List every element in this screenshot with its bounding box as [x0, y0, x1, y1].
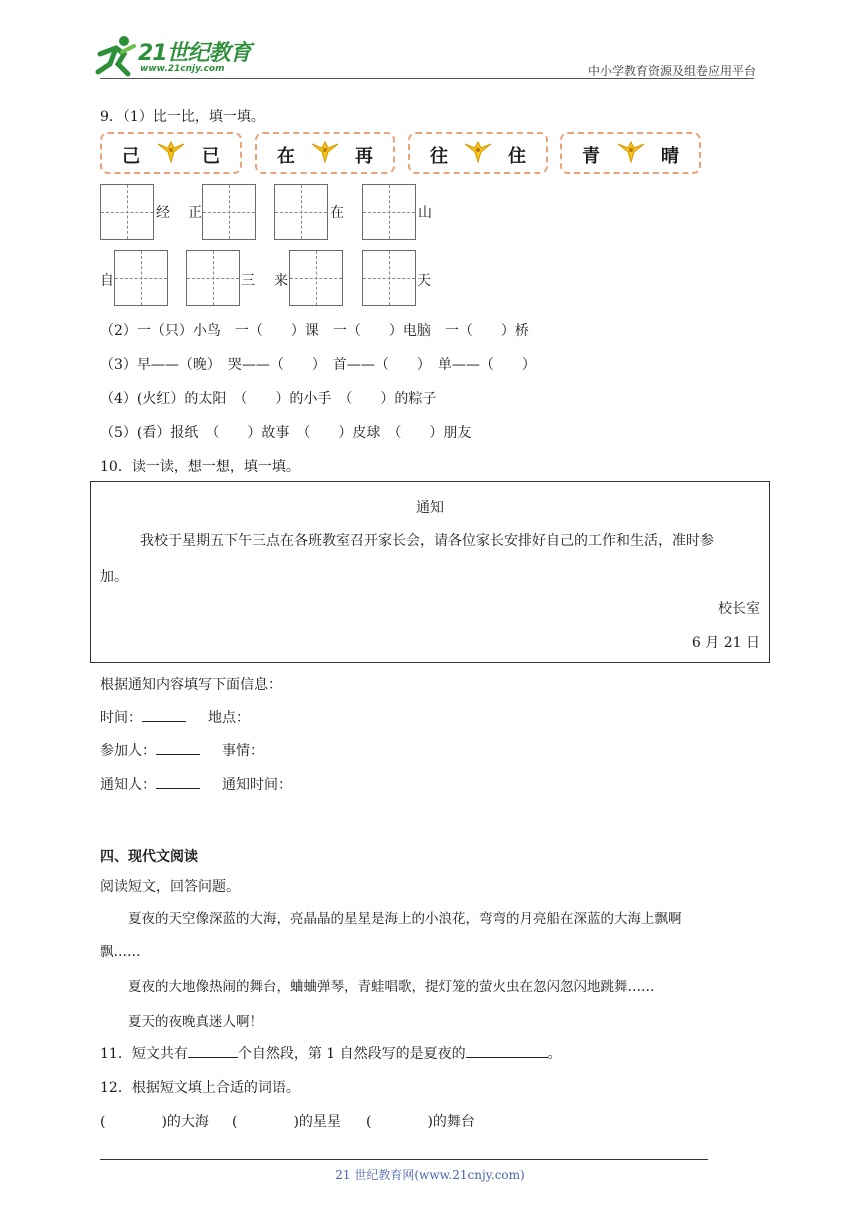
passage-para-2: 夏夜的大地像热闹的舞台，蛐蛐弹琴，青蛙唱歌，提灯笼的萤火虫在忽闪忽闪地跳舞……: [128, 979, 655, 995]
writing-grid[interactable]: [114, 250, 168, 306]
footer-divider: [100, 1159, 708, 1160]
grid-suffix-char: 三: [241, 273, 255, 289]
grid-prefix-char: 自: [100, 273, 114, 289]
q11-text-b: 个自然段，第 1 自然段写的是夏夜的: [237, 1046, 466, 1062]
notifier-field: [100, 774, 200, 794]
footer-link[interactable]: 21 世纪教育网(www.21cnjy.com): [335, 1168, 525, 1182]
attendee-blank[interactable]: [156, 754, 200, 755]
passage-para-1-end: 飘……: [100, 944, 141, 960]
bird-icon: [156, 138, 186, 166]
notice-title: 通知: [416, 500, 444, 516]
q12-item: ( )的舞台: [366, 1114, 475, 1130]
compare-char-left: 往: [430, 146, 448, 167]
grid-suffix-char: 在: [330, 205, 344, 221]
bird-icon: [463, 138, 493, 166]
grid-prefix-char: 来: [274, 273, 288, 289]
reading-instruction: 阅读短文，回答问题。: [100, 879, 240, 895]
q9-part3: （3）早——（晚） 哭——（ ） 首——（ ） 单——（ ）: [100, 357, 536, 373]
q9-part2: （2）一（只）小鸟 一（ ）课 一（ ）电脑 一（ ）桥: [100, 323, 529, 339]
compare-char-right: 再: [355, 146, 373, 167]
compare-box-2: [255, 132, 395, 174]
q11-blank-count[interactable]: [188, 1057, 238, 1058]
q11: [100, 1043, 562, 1063]
q10-instruction: 根据通知内容填写下面信息：: [100, 677, 282, 693]
compare-char-right: 晴: [661, 146, 679, 167]
writing-grid[interactable]: [362, 250, 416, 306]
q9-part4: （4）(火红）的太阳 （ ）的小手 （ ）的粽子: [100, 391, 437, 407]
site-logo: [94, 34, 264, 78]
compare-char-right: 已: [202, 146, 220, 167]
time-field: [100, 707, 186, 727]
writing-grid[interactable]: [289, 250, 343, 306]
compare-char-right: 住: [508, 146, 526, 167]
time-label: 时间：: [100, 710, 142, 726]
compare-char-left: 在: [277, 146, 295, 167]
q11-text-a: 11．短文共有: [100, 1046, 188, 1062]
runner-logo-icon: [94, 34, 138, 78]
q11-text-c: 。: [547, 1046, 562, 1062]
writing-grid[interactable]: [362, 184, 416, 240]
notice-body-end: 加。: [100, 569, 128, 585]
q9-title: 9．（1）比一比，填一填。: [100, 109, 265, 125]
q12-item: ( )的大海: [100, 1114, 209, 1130]
notice-signature: 校长室: [718, 601, 760, 617]
q10-title: 10．读一读，想一想，填一填。: [100, 459, 300, 475]
compare-char-left: 青: [582, 146, 600, 167]
time-blank[interactable]: [142, 721, 186, 722]
writing-grid[interactable]: [274, 184, 328, 240]
matter-label: 事情：: [222, 743, 264, 759]
grid-prefix-char: 正: [188, 205, 202, 221]
logo-url: www.21cnjy.com: [140, 64, 225, 74]
compare-box-3: [408, 132, 548, 174]
logo-text: 21世纪教育: [138, 41, 251, 66]
grid-suffix-char: 经: [156, 205, 170, 221]
compare-box-4: [560, 132, 701, 174]
notice-date: 6 月 21 日: [691, 635, 760, 651]
header-divider: [100, 78, 754, 79]
passage-para-1: 夏夜的天空像深蓝的大海，亮晶晶的星星是海上的小浪花，弯弯的月亮船在深蓝的大海上飘啊: [128, 911, 682, 927]
notifier-blank[interactable]: [156, 788, 200, 789]
attendee-label: 参加人：: [100, 743, 156, 759]
notifier-label: 通知人：: [100, 777, 156, 793]
writing-grid[interactable]: [186, 250, 240, 306]
notify-time-label: 通知时间：: [222, 777, 292, 793]
attendee-field: [100, 740, 200, 760]
bird-icon: [616, 138, 646, 166]
notice-body: 我校于星期五下午三点在各班教室召开家长会，请各位家长安排好自己的工作和生活，准时参: [140, 533, 714, 549]
compare-char-left: 己: [122, 146, 140, 167]
q12: 12．根据短文填上合适的词语。: [100, 1080, 300, 1096]
q11-blank-topic[interactable]: [466, 1057, 548, 1058]
writing-grid[interactable]: [100, 184, 154, 240]
place-label: 地点：: [208, 710, 250, 726]
compare-box-1: [100, 132, 242, 174]
platform-name: 中小学教育资源及组卷应用平台: [587, 64, 756, 78]
grid-suffix-char: 天: [417, 273, 431, 289]
q9-part5: （5）(看）报纸 （ ）故事 （ ）皮球 （ ）朋友: [100, 425, 472, 441]
notice-box: [90, 481, 770, 663]
writing-grid[interactable]: [202, 184, 256, 240]
q12-item: ( )的星星: [232, 1114, 341, 1130]
passage-para-3: 夏天的夜晚真迷人啊！: [128, 1014, 263, 1030]
bird-icon: [310, 138, 340, 166]
grid-suffix-char: 山: [418, 205, 432, 221]
section-heading: 四、现代文阅读: [100, 849, 198, 865]
